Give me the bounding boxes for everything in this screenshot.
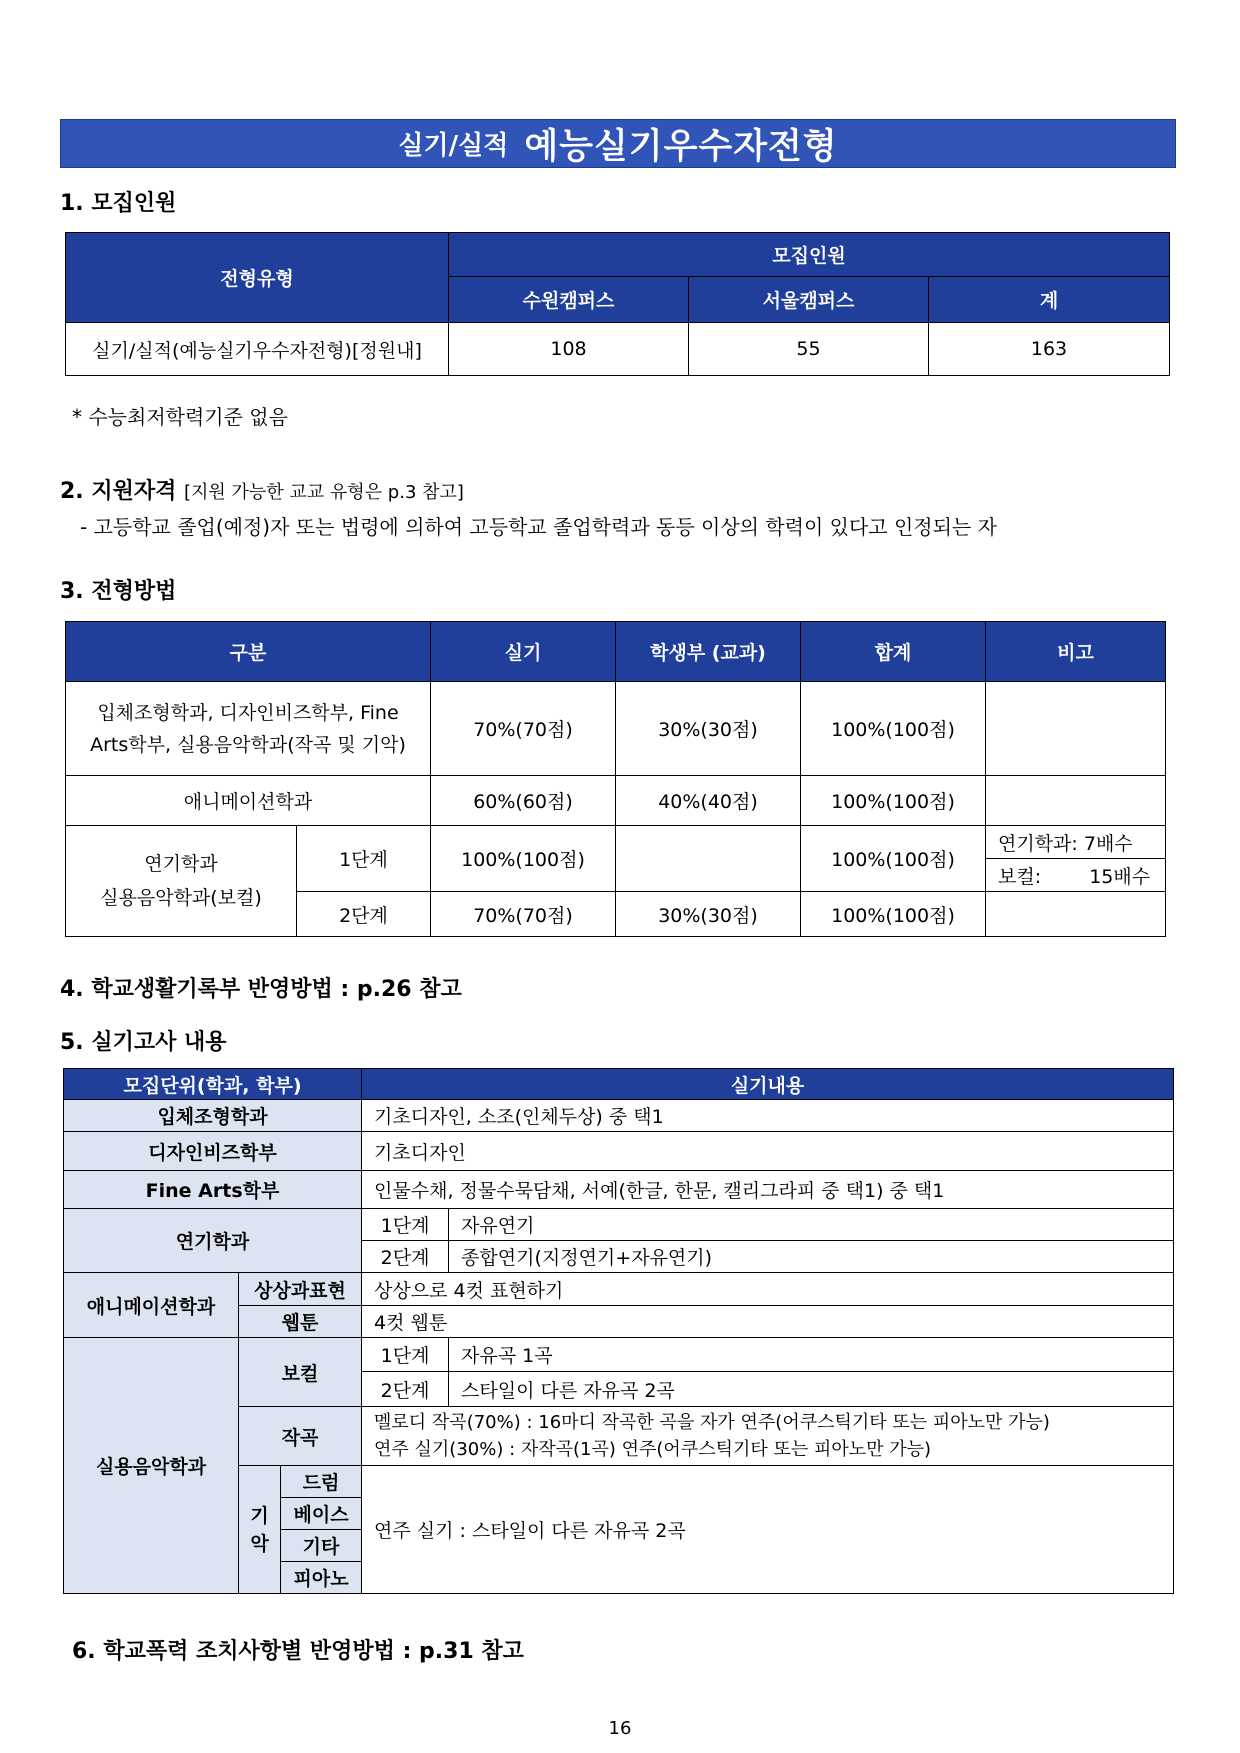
exam-acting-stage1-content: 자유연기 bbox=[449, 1209, 1174, 1241]
section3-heading: 3. 전형방법 bbox=[60, 579, 177, 604]
section2-text: - 고등학교 졸업(예정)자 또는 법령에 의하여 고등학교 졸업학력과 동등 이상의 학력이 있다고 인정되는 자 bbox=[80, 515, 997, 539]
exam-animation-sub1: 상상과표현 bbox=[239, 1273, 362, 1306]
exam-composition-line1: 멜로디 작곡(70%) : 16마디 작곡한 곡을 자가 연주(어쿠스틱기타 또는 피아노만 가능) bbox=[374, 1412, 1050, 1433]
exam-acting-name: 연기학과 bbox=[64, 1209, 362, 1273]
row-suwon: 108 bbox=[449, 323, 689, 376]
exam-animation-sub2-content: 4컷 웹툰 bbox=[362, 1306, 1174, 1338]
title-prefix: 실기/실적 bbox=[398, 131, 509, 161]
exam-instrument-item: 피아노 bbox=[281, 1562, 362, 1594]
method-stage1-record bbox=[616, 826, 801, 892]
method-row3-label-line2: 실용음악학과(보컬) bbox=[100, 887, 262, 909]
method-row1-record: 30%(30점) bbox=[616, 682, 801, 776]
row-total: 163 bbox=[929, 323, 1170, 376]
exam-animation-name: 애니메이션학과 bbox=[64, 1273, 239, 1338]
method-stage2-practical: 70%(70점) bbox=[431, 892, 616, 937]
section4-heading: 4. 학교생활기록부 반영방법 : p.26 참고 bbox=[60, 977, 462, 1002]
recruit-table bbox=[65, 232, 1170, 376]
row-type: 실기/실적(예능실기우수자전형)[정원내] bbox=[66, 323, 449, 376]
exam-vocal-stage2-content: 스타일이 다른 자유곡 2곡 bbox=[449, 1372, 1174, 1407]
method-row1-label bbox=[66, 682, 431, 776]
exam-composition-line2: 연주 실기(30%) : 자작곡(1곡) 연주(어쿠스틱기타 또는 피아노만 가능) bbox=[374, 1439, 932, 1460]
method-row2-practical: 60%(60점) bbox=[431, 776, 616, 826]
section1-note: * 수능최저학력기준 없음 bbox=[72, 405, 288, 429]
method-stage2-record: 30%(30점) bbox=[616, 892, 801, 937]
method-stage1-remark2 bbox=[986, 859, 1166, 892]
method-row1-label-line1: 입체조형학과, 디자인비즈학부, Fine bbox=[97, 701, 399, 724]
exam-header-content: 실기내용 bbox=[362, 1069, 1174, 1100]
method-row1-remark bbox=[986, 682, 1166, 776]
method-stage1-remark1: 연기학과: 7배수 bbox=[986, 826, 1166, 859]
exam-design-name: 디자인비즈학부 bbox=[64, 1132, 362, 1171]
method-stage1-practical: 100%(100점) bbox=[431, 826, 616, 892]
section2-heading-wrap bbox=[60, 474, 464, 505]
method-stage1-label: 1단계 bbox=[297, 826, 431, 892]
exam-animation-sub2: 웹툰 bbox=[239, 1306, 362, 1338]
method-row3-label-line1: 연기학과 bbox=[144, 853, 218, 875]
method-stage1-total: 100%(100점) bbox=[801, 826, 986, 892]
section2-heading: 2. 지원자격 bbox=[60, 479, 177, 504]
exam-instrument-name2: 악 bbox=[250, 1532, 269, 1555]
method-row1-total: 100%(100점) bbox=[801, 682, 986, 776]
header-recruit: 모집인원 bbox=[449, 233, 1170, 277]
exam-vocal-stage1-content: 자유곡 1곡 bbox=[449, 1338, 1174, 1372]
method-header-remark: 비고 bbox=[986, 622, 1166, 682]
exam-instrument-content: 연주 실기 : 스타일이 다른 자유곡 2곡 bbox=[362, 1466, 1174, 1594]
method-stage2-total: 100%(100점) bbox=[801, 892, 986, 937]
page-number: 16 bbox=[608, 1718, 632, 1739]
exam-instrument-item: 드럼 bbox=[281, 1466, 362, 1498]
exam-acting-stage2-content: 종합연기(지정연기+자유연기) bbox=[449, 1241, 1174, 1273]
method-row3-label bbox=[66, 826, 297, 937]
header-type: 전형유형 bbox=[66, 233, 449, 323]
method-row2-remark bbox=[986, 776, 1166, 826]
exam-vocal-name: 보컬 bbox=[239, 1338, 362, 1407]
exam-acting-stage1: 1단계 bbox=[362, 1209, 449, 1241]
exam-composition-content bbox=[362, 1407, 1174, 1466]
method-header-record: 학생부 (교과) bbox=[616, 622, 801, 682]
method-header-category: 구분 bbox=[66, 622, 431, 682]
method-row2-record: 40%(40점) bbox=[616, 776, 801, 826]
exam-vocal-stage2: 2단계 bbox=[362, 1372, 449, 1407]
section5-heading: 5. 실기고사 내용 bbox=[60, 1030, 227, 1055]
exam-instrument-item: 베이스 bbox=[281, 1498, 362, 1530]
method-row2-total: 100%(100점) bbox=[801, 776, 986, 826]
section2-heading-note: [지원 가능한 교교 유형은 p.3 참고] bbox=[184, 482, 464, 503]
exam-composition-name: 작곡 bbox=[239, 1407, 362, 1466]
section1-heading: 1. 모집인원 bbox=[60, 191, 177, 216]
exam-sculpture-content: 기초디자인, 소조(인체두상) 중 택1 bbox=[362, 1100, 1174, 1132]
exam-instrument-name1: 기 bbox=[250, 1504, 269, 1527]
title-banner bbox=[60, 119, 1176, 168]
exam-vocal-stage1: 1단계 bbox=[362, 1338, 449, 1372]
exam-header-unit: 모집단위(학과, 학부) bbox=[64, 1069, 362, 1100]
method-row1-practical: 70%(70점) bbox=[431, 682, 616, 776]
method-table bbox=[65, 621, 1166, 937]
exam-finearts-name: Fine Arts학부 bbox=[64, 1171, 362, 1209]
exam-animation-sub1-content: 상상으로 4컷 표현하기 bbox=[362, 1273, 1174, 1306]
exam-instrument-name bbox=[239, 1466, 281, 1594]
section6-heading: 6. 학교폭력 조치사항별 반영방법 : p.31 참고 bbox=[72, 1639, 524, 1664]
exam-finearts-content: 인물수채, 정물수묵담채, 서예(한글, 한문, 캘리그라피 중 택1) 중 택1 bbox=[362, 1171, 1174, 1209]
title-main: 예능실기우수자전형 bbox=[524, 126, 838, 167]
header-total: 계 bbox=[929, 277, 1170, 323]
exam-acting-stage2: 2단계 bbox=[362, 1241, 449, 1273]
method-stage1-remark2-b: 15배수 bbox=[1089, 865, 1151, 888]
header-seoul: 서울캠퍼스 bbox=[689, 277, 929, 323]
exam-design-content: 기초디자인 bbox=[362, 1132, 1174, 1171]
method-row2-label: 애니메이션학과 bbox=[66, 776, 431, 826]
method-row1-label-line2: Arts학부, 실용음악학과(작곡 및 기악) bbox=[90, 733, 406, 756]
header-suwon: 수원캠퍼스 bbox=[449, 277, 689, 323]
exam-sculpture-name: 입체조형학과 bbox=[64, 1100, 362, 1132]
exam-instrument-item: 기타 bbox=[281, 1530, 362, 1562]
method-stage2-label: 2단계 bbox=[297, 892, 431, 937]
method-header-total: 합계 bbox=[801, 622, 986, 682]
method-stage1-remark2-a: 보컬: bbox=[998, 865, 1042, 888]
method-stage2-remark bbox=[986, 892, 1166, 937]
exam-music-name: 실용음악학과 bbox=[64, 1338, 239, 1594]
row-seoul: 55 bbox=[689, 323, 929, 376]
method-header-practical: 실기 bbox=[431, 622, 616, 682]
exam-table bbox=[63, 1068, 1174, 1594]
